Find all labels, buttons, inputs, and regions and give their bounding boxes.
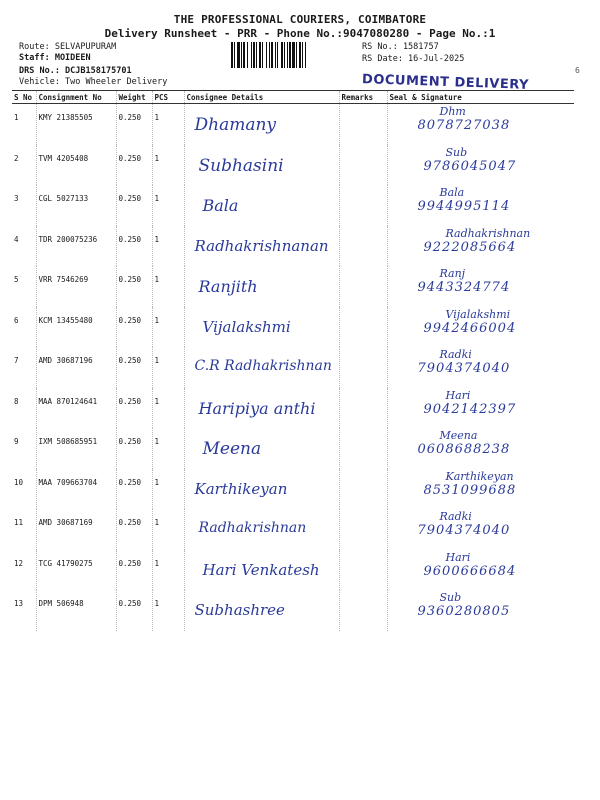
handwritten-phone: 9786045047 — [423, 158, 517, 174]
table-row — [12, 185, 574, 226]
table-row — [12, 509, 574, 550]
remarks-cell — [339, 428, 387, 469]
signature-scribble: Radki — [439, 510, 472, 523]
consignee-handwritten-name: Karthikeyan — [194, 479, 288, 498]
table-row — [12, 347, 574, 388]
pcs-cell: 1 — [152, 347, 184, 388]
sno-cell: 4 — [12, 226, 36, 267]
handwritten-phone: 7904374040 — [417, 361, 511, 376]
sno-cell: 11 — [12, 509, 36, 550]
consignee-handwritten-name: Vijalakshmi — [202, 317, 291, 336]
consignee-handwritten-name: Radhakrishnanan — [194, 236, 329, 255]
pcs-cell: 1 — [152, 145, 184, 186]
pcs-cell: 1 — [152, 226, 184, 267]
weight-cell: 0.250 — [116, 266, 152, 307]
signature-scribble: Sub — [445, 145, 468, 159]
consignee-cell — [184, 185, 339, 226]
handwritten-phone: 9600666684 — [423, 563, 517, 579]
signature-cell — [387, 388, 574, 429]
route-label: Route: SELVAPUPURAM — [19, 42, 117, 52]
pcs-cell: 1 — [152, 550, 184, 591]
weight-cell: 0.250 — [116, 428, 152, 469]
consignment-number: TVM 4205408 — [36, 145, 116, 186]
drs-number: DRS No.: DCJB158175701 — [19, 66, 132, 76]
corner-mark: 6 — [575, 66, 580, 75]
weight-cell: 0.250 — [116, 185, 152, 226]
remarks-cell — [339, 307, 387, 348]
signature-cell — [387, 307, 574, 348]
table-header-row — [12, 91, 574, 104]
table-body — [12, 104, 574, 631]
signature-scribble: Radhakrishnan — [445, 226, 531, 240]
weight-cell: 0.250 — [116, 388, 152, 429]
consignee-cell — [184, 590, 339, 631]
sno-cell: 13 — [12, 590, 36, 631]
consignee-cell — [184, 428, 339, 469]
consignee-cell — [184, 104, 339, 145]
consignee-handwritten-name: Ranjith — [198, 277, 258, 296]
signature-scribble: Bala — [439, 186, 465, 199]
consignment-number: AMD 30687169 — [36, 509, 116, 550]
column-header: Consignment No — [36, 91, 116, 104]
handwritten-phone: 9222085664 — [423, 239, 517, 255]
consignment-number: AMD 30687196 — [36, 347, 116, 388]
signature-cell — [387, 469, 574, 510]
handwritten-phone: 8531099688 — [423, 482, 517, 498]
table-row — [12, 307, 574, 348]
consignee-handwritten-name: C.R Radhakrishnan — [194, 358, 332, 374]
company-name: THE PROFESSIONAL COURIERS, COIMBATORE — [173, 13, 427, 26]
pcs-cell: 1 — [152, 469, 184, 510]
weight-cell: 0.250 — [116, 590, 152, 631]
vehicle-label: Vehicle: Two Wheeler Delivery — [19, 77, 168, 87]
column-header: S No — [12, 91, 36, 104]
signature-scribble: Meena — [439, 429, 478, 442]
signature-scribble: Hari — [445, 388, 471, 402]
pcs-cell: 1 — [152, 185, 184, 226]
pcs-cell: 1 — [152, 428, 184, 469]
signature-cell — [387, 226, 574, 267]
column-header: Consignee Details — [184, 91, 339, 104]
remarks-cell — [339, 104, 387, 145]
consignment-number: TDR 200075236 — [36, 226, 116, 267]
signature-scribble: Dhm — [439, 105, 466, 118]
consignment-number: KCM 13455480 — [36, 307, 116, 348]
consignee-handwritten-name: Hari Venkatesh — [202, 560, 320, 579]
consignee-cell — [184, 307, 339, 348]
sno-cell: 1 — [12, 104, 36, 145]
signature-cell — [387, 509, 574, 550]
table-row — [12, 388, 574, 429]
rs-number: RS No.: 1581757 — [362, 42, 439, 52]
handwritten-phone: 9042142397 — [423, 401, 517, 417]
signature-scribble: Radki — [439, 348, 472, 361]
weight-cell: 0.250 — [116, 347, 152, 388]
sno-cell: 3 — [12, 185, 36, 226]
handwritten-phone: 0608688238 — [417, 442, 511, 457]
weight-cell: 0.250 — [116, 145, 152, 186]
sno-cell: 10 — [12, 469, 36, 510]
table-row — [12, 226, 574, 267]
table-row — [12, 550, 574, 591]
sno-cell: 7 — [12, 347, 36, 388]
sno-cell: 12 — [12, 550, 36, 591]
pcs-cell: 1 — [152, 590, 184, 631]
sno-cell: 5 — [12, 266, 36, 307]
handwritten-phone: 9360280805 — [417, 604, 511, 619]
weight-cell: 0.250 — [116, 550, 152, 591]
consignee-handwritten-name: Radhakrishnan — [198, 520, 307, 536]
signature-scribble: Sub — [439, 591, 462, 604]
signature-cell — [387, 266, 574, 307]
pcs-cell: 1 — [152, 509, 184, 550]
weight-cell: 0.250 — [116, 509, 152, 550]
signature-cell — [387, 145, 574, 186]
table-row — [12, 590, 574, 631]
handwritten-phone: 8078727038 — [417, 118, 511, 133]
sno-cell: 8 — [12, 388, 36, 429]
weight-cell: 0.250 — [116, 226, 152, 267]
consignee-cell — [184, 266, 339, 307]
barcode-image — [230, 42, 356, 68]
weight-cell: 0.250 — [116, 104, 152, 145]
signature-cell — [387, 347, 574, 388]
consignee-cell — [184, 388, 339, 429]
document-delivery-stamp: DOCUMENT DELIVERY — [361, 72, 530, 93]
consignee-handwritten-name: Subhashree — [194, 601, 285, 619]
pcs-cell: 1 — [152, 266, 184, 307]
sno-cell: 2 — [12, 145, 36, 186]
consignment-number: TCG 41790275 — [36, 550, 116, 591]
signature-cell — [387, 428, 574, 469]
signature-scribble: Ranj — [439, 267, 466, 280]
pcs-cell: 1 — [152, 104, 184, 145]
consignee-cell — [184, 226, 339, 267]
remarks-cell — [339, 590, 387, 631]
handwritten-phone: 9443324774 — [417, 280, 511, 295]
consignment-number: CGL 5027133 — [36, 185, 116, 226]
signature-cell — [387, 590, 574, 631]
consignment-number: KMY 21385505 — [36, 104, 116, 145]
handwritten-phone: 7904374040 — [417, 523, 511, 538]
table-row — [12, 104, 574, 145]
handwritten-phone: 9942466004 — [423, 320, 517, 336]
sno-cell: 9 — [12, 428, 36, 469]
remarks-cell — [339, 347, 387, 388]
consignment-number: DPM 506948 — [36, 590, 116, 631]
remarks-cell — [339, 266, 387, 307]
pcs-cell: 1 — [152, 307, 184, 348]
consignment-number: MAA 870124641 — [36, 388, 116, 429]
column-header: Remarks — [339, 91, 387, 104]
runsheet-subtitle: Delivery Runsheet - PRR - Phone No.:9047080280 - Page No.:1 — [104, 27, 496, 40]
column-header: Seal & Signature — [387, 91, 574, 104]
table-row — [12, 469, 574, 510]
rs-date: RS Date: 16-Jul-2025 — [362, 54, 465, 64]
table-row — [12, 428, 574, 469]
signature-scribble: Vijalakshmi — [445, 307, 511, 321]
weight-cell: 0.250 — [116, 469, 152, 510]
column-header: Weight — [116, 91, 152, 104]
consignee-handwritten-name: Subhasini — [198, 155, 284, 176]
signature-cell — [387, 550, 574, 591]
remarks-cell — [339, 226, 387, 267]
consignee-handwritten-name: Dhamany — [194, 115, 277, 135]
weight-cell: 0.250 — [116, 307, 152, 348]
remarks-cell — [339, 509, 387, 550]
consignee-cell — [184, 509, 339, 550]
consignment-number: IXM 508685951 — [36, 428, 116, 469]
consignee-cell — [184, 550, 339, 591]
handwritten-phone: 9944995114 — [417, 199, 511, 214]
column-header: PCS — [152, 91, 184, 104]
consignee-handwritten-name: Bala — [202, 196, 239, 215]
pcs-cell: 1 — [152, 388, 184, 429]
remarks-cell — [339, 469, 387, 510]
remarks-cell — [339, 550, 387, 591]
consignee-cell — [184, 347, 339, 388]
consignee-handwritten-name: Haripiya anthi — [198, 398, 316, 418]
remarks-cell — [339, 388, 387, 429]
table-row — [12, 266, 574, 307]
runsheet-table — [12, 90, 574, 631]
consignee-handwritten-name: Meena — [202, 439, 262, 459]
remarks-cell — [339, 185, 387, 226]
staff-label: Staff: MOIDEEN — [19, 53, 91, 63]
remarks-cell — [339, 145, 387, 186]
signature-cell — [387, 185, 574, 226]
consignee-cell — [184, 145, 339, 186]
signature-cell — [387, 104, 574, 145]
consignment-number: VRR 7546269 — [36, 266, 116, 307]
table-row — [12, 145, 574, 186]
consignee-cell — [184, 469, 339, 510]
sno-cell: 6 — [12, 307, 36, 348]
consignment-number: MAA 709663704 — [36, 469, 116, 510]
signature-scribble: Karthikeyan — [445, 469, 514, 483]
signature-scribble: Hari — [445, 550, 471, 564]
